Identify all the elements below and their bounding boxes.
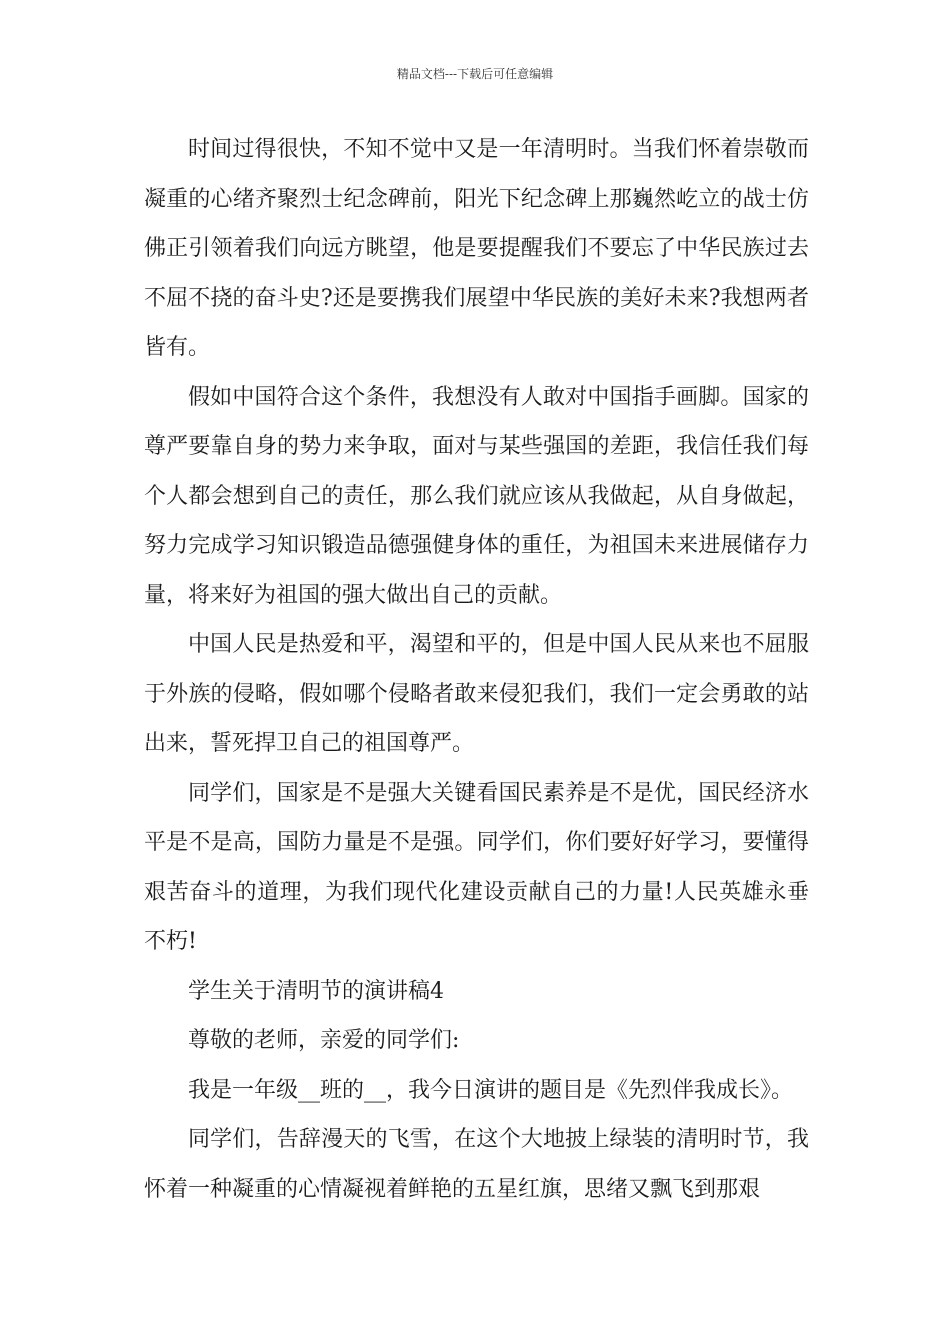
document-body [144,125,809,1214]
paragraph-1: 时间过得很快，不知不觉中又是一年清明时。当我们怀着崇敬而凝重的心绪齐聚烈士纪念碑前，阳光下纪念碑上那巍然屹立的战士仿佛正引领着我们向远方眺望，他是要提醒我们不要忘了中华民族过去不屈不挠的奋斗史?还是要携我们展望中华民族的美好未来?我想两者皆有。 [144,137,809,360]
section-title: 学生关于清明节的演讲稿4 [188,978,444,1004]
paragraph-2: 假如中国符合这个条件，我想没有人敢对中国指手画脚。国家的尊严要靠自身的势力来争取，面对与某些强国的差距，我信任我们每个人都会想到自己的责任，那么我们就应该从我做起，从自身做起，努力完成学习知识锻造品德强健身体的重任，为祖国未来进展储存力量，将来好为祖国的强大做出自己的贡献。 [144,384,809,608]
paragraph-7: 我是一年级__班的__，我今日演讲的题目是《先烈伴我成长》。 [188,1077,794,1103]
paragraph-3: 中国人民是热爱和平，渴望和平的，但是中国人民从来也不屈服于外族的侵略，假如哪个侵略者敢来侵犯我们，我们一定会勇敢的站出来，誓死捍卫自己的祖国尊严。 [144,632,809,756]
paragraph-4: 同学们，国家是不是强大关键看国民素养是不是优，国民经济水平是不是高，国防力量是不是强。同学们，你们要好好学习，要懂得艰苦奋斗的道理，为我们现代化建设贡献自己的力量!人民英雄永垂不朽! [144,780,809,954]
paragraph-8: 同学们，告辞漫天的飞雪，在这个大地披上绿装的清明时节，我怀着一种凝重的心情凝视着鲜艳的五星红旗，思绪又飘飞到那艰 [144,1127,809,1202]
page-header: 精品文档---下载后可任意编辑 [396,67,554,81]
salutation: 尊敬的老师，亲爱的同学们: [188,1028,460,1053]
